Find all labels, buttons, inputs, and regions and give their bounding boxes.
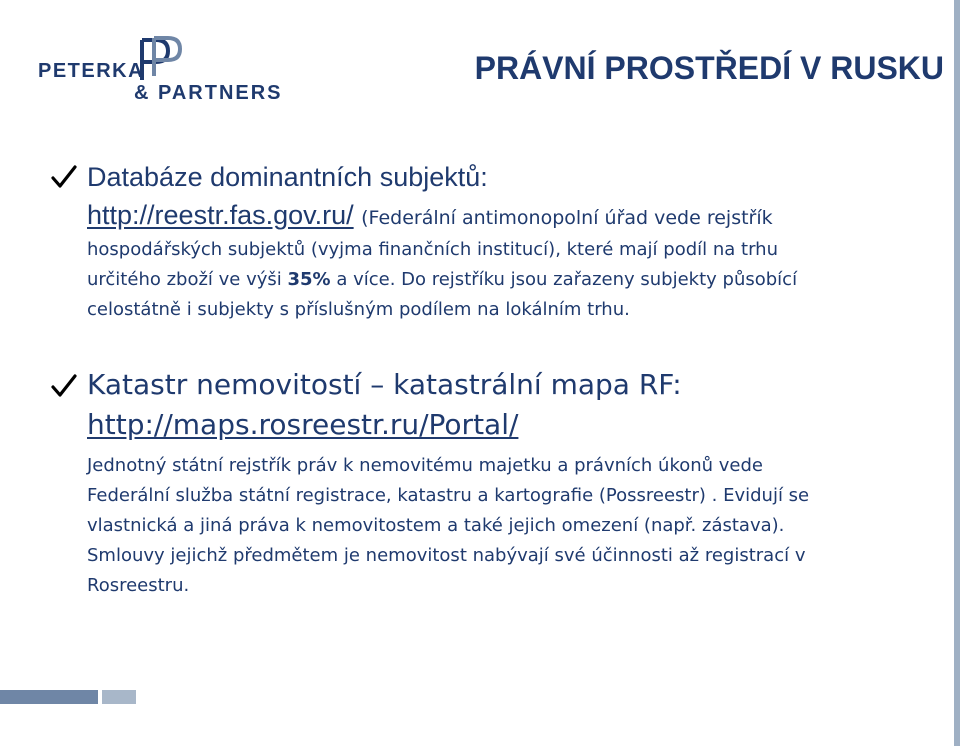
section2-line: Rosreestru. bbox=[87, 575, 190, 596]
section2-description bbox=[87, 451, 907, 601]
section1-line2: hospodářských subjektů (vyjma finančních institucí), které mají podíl na trhu bbox=[87, 239, 778, 260]
page-title: PRÁVNÍ PROSTŘEDÍ V RUSKU bbox=[474, 50, 944, 86]
logo-text-peterka: PETERKA bbox=[38, 60, 145, 82]
reestr-fas-link[interactable]: http://reestr.fas.gov.ru/ bbox=[87, 200, 354, 230]
bullet-dominant-subjects bbox=[50, 158, 910, 325]
section1-line3-pre: určitého zboží ve výši bbox=[87, 269, 288, 290]
section1-description bbox=[87, 235, 907, 325]
section2-line: Jednotný státní rejstřík práv k nemovitému majetku a právních úkonů vede bbox=[87, 455, 764, 476]
slide-content bbox=[50, 158, 910, 601]
pp-logo-mark-icon bbox=[138, 36, 184, 84]
section1-heading: Databáze dominantních subjektů: bbox=[87, 162, 488, 192]
section2-line: Federální služba státní registrace, katastru a kartografie (Possreestr) . Evidují se bbox=[87, 485, 810, 506]
bullet-cadastre bbox=[50, 365, 910, 601]
bottom-bar-dark-segment bbox=[0, 690, 98, 704]
logo-text-partners: & PARTNERS bbox=[134, 82, 283, 104]
section2-line: Smlouvy jejichž předmětem je nemovitost nabývají své účinnosti až registrací v bbox=[87, 545, 806, 566]
company-logo bbox=[38, 36, 283, 106]
section2-url-line bbox=[87, 405, 910, 445]
section1-line4: celostátně i subjekty s příslušným podílem na lokálním trhu. bbox=[87, 299, 630, 320]
checkmark-icon bbox=[50, 373, 78, 399]
rosreestr-portal-link[interactable]: http://maps.rosreestr.ru/Portal/ bbox=[87, 408, 519, 441]
bottom-accent-bar bbox=[0, 690, 136, 704]
section1-url-line bbox=[87, 196, 910, 237]
bottom-bar-light-segment bbox=[102, 690, 136, 704]
section1-line3 bbox=[87, 265, 907, 295]
section1-line3-post: a více. Do rejstříku jsou zařazeny subjekty působící bbox=[330, 269, 798, 290]
section2-heading: Katastr nemovitostí – katastrální mapa RF: bbox=[87, 368, 682, 401]
section2-line: vlastnická a jiná práva k nemovitostem a také jejich omezení (např. zástava). bbox=[87, 515, 785, 536]
checkmark-icon bbox=[50, 164, 78, 190]
right-accent-bar bbox=[954, 0, 960, 746]
section1-url-note: (Federální antimonopolní úřad vede rejstřík bbox=[361, 207, 773, 229]
share-threshold: 35% bbox=[287, 269, 331, 290]
